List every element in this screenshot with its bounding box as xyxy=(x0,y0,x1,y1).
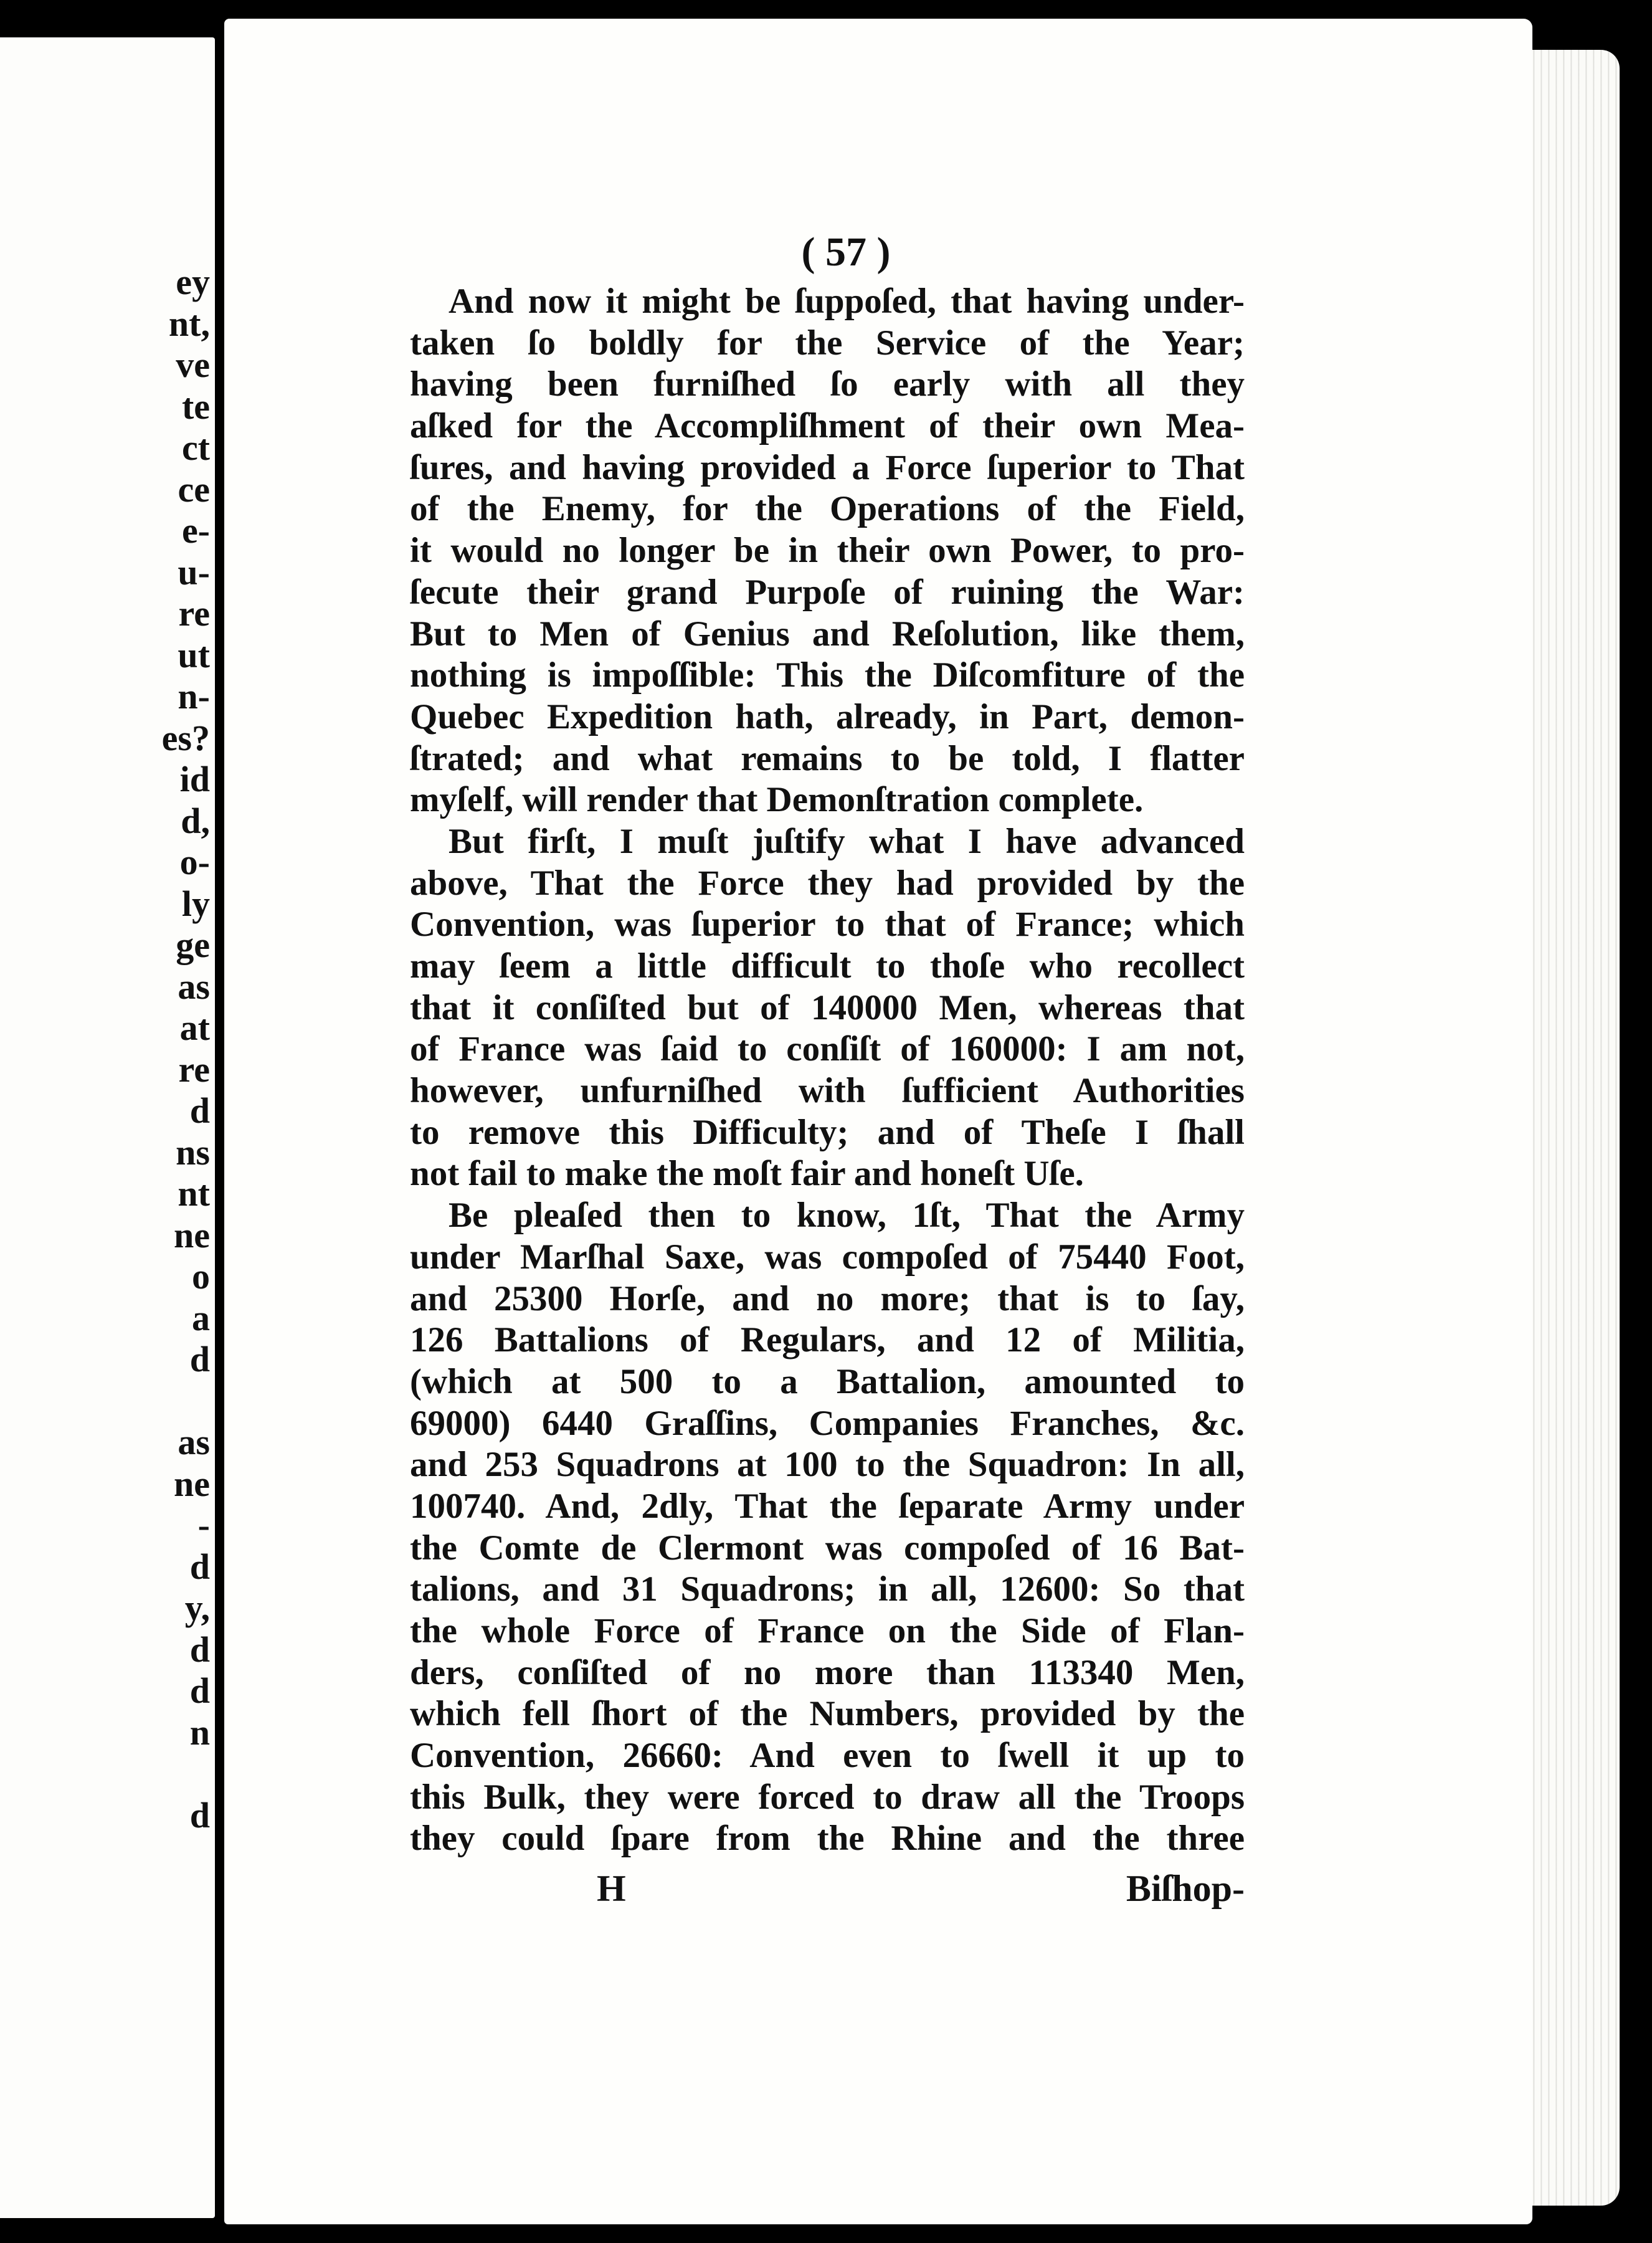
left-edge-fragment: es? xyxy=(161,717,210,758)
text-line: above, That the Force they had provided by the xyxy=(410,863,1245,903)
text-line: it would no longer be in their own Power, to pro- xyxy=(410,531,1245,571)
left-edge-fragment: ce xyxy=(178,469,210,510)
left-edge-fragment: nt, xyxy=(168,303,210,344)
text-line: that it conſiſted but of 140000 Men, whereas that xyxy=(410,988,1245,1027)
left-edge-fragment: ey xyxy=(176,262,210,302)
left-edge-fragment: o xyxy=(192,1256,210,1297)
text-line: But firſt, I muſt juſtify what I have advanced xyxy=(449,821,1245,861)
text-line: of France was ſaid to conſiſt of 160000: I am not, xyxy=(410,1029,1245,1069)
text-line: under Marſhal Saxe, was compoſed of 75440 Foot, xyxy=(410,1237,1245,1277)
left-edge-fragment xyxy=(154,1381,210,1422)
text-line: Convention, was ſuperior to that of France; which xyxy=(410,905,1245,945)
text-line: Quebec Expedition hath, already, in Part, demon- xyxy=(410,697,1245,736)
text-line: But to Men of Genius and Reſolution, like them, xyxy=(410,614,1245,654)
text-line: to remove this Difficulty; and of Theſe I ſhall xyxy=(410,1112,1245,1152)
text-line: however, unfurniſhed with ſufficient Authorities xyxy=(410,1071,1245,1111)
left-edge-fragment: u- xyxy=(178,551,210,593)
left-edge-fragment: ly xyxy=(181,883,210,924)
text-line: myſelf, will render that Demonſtration complete. xyxy=(410,780,1144,820)
text-line: which fell ſhort of the Numbers, provided by the xyxy=(410,1694,1245,1734)
left-edge-fragment: ve xyxy=(176,345,210,385)
text-line: and 253 Squadrons at 100 to the Squadron: In all, xyxy=(410,1445,1245,1485)
left-facing-page xyxy=(0,37,215,2218)
text-line: ders, conſiſted of no more than 113340 Men, xyxy=(410,1652,1245,1692)
text-line: of the Enemy, for the Operations of the Field, xyxy=(410,489,1245,529)
left-edge-fragment: ct xyxy=(181,427,210,468)
left-edge-fragment: re xyxy=(178,1049,210,1090)
left-edge-fragment: d xyxy=(189,1339,210,1379)
text-line: having been furniſhed ſo early with all they xyxy=(410,364,1245,404)
left-edge-fragment: d xyxy=(189,1794,210,1836)
left-edge-fragment: e- xyxy=(181,510,210,551)
text-line: 69000) 6440 Graſſins, Companies Franches, &c. xyxy=(410,1403,1245,1443)
text-line: aſked for the Accompliſhment of their own Mea- xyxy=(410,406,1245,446)
left-edge-fragment: d xyxy=(189,1629,210,1670)
left-edge-fragment: id xyxy=(179,759,210,799)
left-edge-fragment: - xyxy=(197,1505,210,1545)
page-edges xyxy=(1520,50,1620,2206)
left-edge-fragment: ge xyxy=(176,925,210,965)
text-line: (which at 500 to a Battalion, amounted to xyxy=(410,1361,1245,1401)
left-edge-fragment: ns xyxy=(176,1131,210,1173)
left-edge-fragment: ut xyxy=(178,634,210,675)
text-line: ſecute their grand Purpoſe of ruining the War: xyxy=(410,572,1245,612)
left-edge-fragment: re xyxy=(178,593,210,634)
left-edge-fragment: te xyxy=(181,386,210,427)
text-line: Convention, 26660: And even to ſwell it up to xyxy=(410,1736,1245,1776)
left-edge-fragment: o- xyxy=(179,842,210,882)
text-line: may ſeem a little difficult to thoſe who recollect xyxy=(410,946,1245,986)
left-edge-fragment: as xyxy=(178,1422,210,1462)
left-edge-fragment: ne xyxy=(174,1214,210,1255)
left-edge-fragment: d, xyxy=(181,800,210,841)
text-line: ſures, and having provided a Force ſuperior to That xyxy=(410,447,1245,487)
left-edge-fragment: d xyxy=(189,1670,210,1711)
text-line: nothing is impoſſible: This the Diſcomfiture of the xyxy=(410,655,1245,695)
text-line: 126 Battalions of Regulars, and 12 of Militia, xyxy=(410,1320,1245,1360)
text-line: not fail to make the moſt fair and honeſt Uſe. xyxy=(410,1154,1084,1194)
left-edge-fragment: nt xyxy=(178,1173,210,1214)
catchword: Biſhop- xyxy=(1126,1868,1245,1910)
text-line: 100740. And, 2dly, That the ſeparate Army under xyxy=(410,1486,1245,1526)
page-number-header: ( 57 ) xyxy=(801,229,891,275)
left-edge-fragment: d xyxy=(189,1546,210,1587)
text-line: this Bulk, they were forced to draw all the Troops xyxy=(410,1777,1245,1817)
left-edge-fragment xyxy=(154,1753,210,1795)
left-edge-fragment: at xyxy=(179,1007,210,1048)
text-line: talions, and 31 Squadrons; in all, 12600: So that xyxy=(410,1569,1245,1609)
text-line: Be pleaſed then to know, 1ſt, That the Army xyxy=(449,1196,1245,1236)
page-text-block xyxy=(410,227,1245,1913)
left-edge-fragment: n- xyxy=(178,676,210,717)
left-edge-fragment: n xyxy=(189,1712,210,1753)
page-footer xyxy=(410,1864,1245,1913)
left-edge-fragment: as xyxy=(178,966,210,1007)
left-edge-fragment: a xyxy=(192,1297,210,1338)
left-page-edge-text xyxy=(154,262,210,1836)
text-line: taken ſo boldly for the Service of the Year; xyxy=(410,323,1245,363)
left-edge-fragment: y, xyxy=(184,1588,210,1628)
text-line: the Comte de Clermont was compoſed of 16 Bat- xyxy=(410,1528,1245,1568)
text-line: ſtrated; and what remains to be told, I flatter xyxy=(410,738,1245,778)
left-edge-fragment: ne xyxy=(174,1463,210,1504)
text-line: they could ſpare from the Rhine and the three xyxy=(410,1819,1245,1859)
text-line: and 25300 Horſe, and no more; that is to ſay, xyxy=(410,1279,1245,1318)
left-edge-fragment: d xyxy=(189,1090,210,1131)
text-line: the whole Force of France on the Side of Flan- xyxy=(410,1611,1245,1650)
text-line: And now it might be ſuppoſed, that having under- xyxy=(449,282,1245,321)
body-text xyxy=(410,281,1245,1860)
signature-mark: H xyxy=(597,1868,626,1910)
